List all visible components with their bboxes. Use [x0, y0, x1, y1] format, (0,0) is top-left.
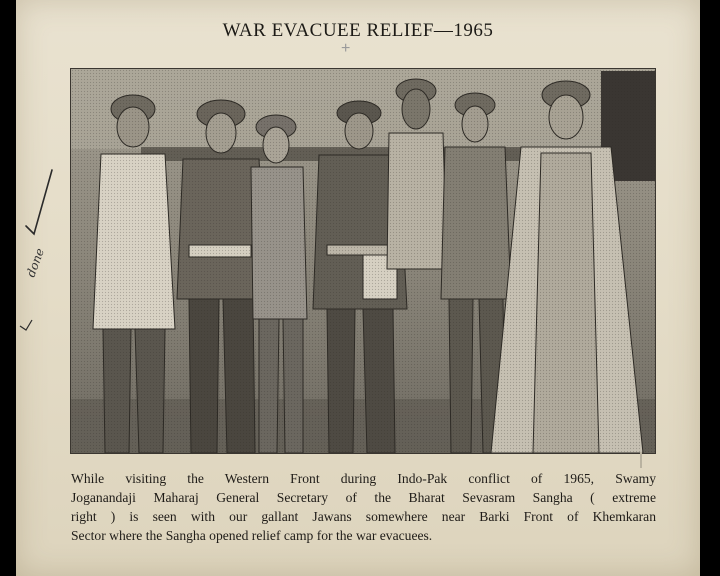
caption-line: right ) is seen with our gallant Jawans somewhere near Barki Front of Khemkaran [71, 509, 656, 524]
check-mark-icon [20, 320, 32, 330]
plus-mark-icon: + [341, 40, 351, 57]
photograph-image [71, 69, 655, 453]
document-title: WAR EVACUEE RELIEF—1965 [222, 20, 494, 41]
check-mark-icon [26, 170, 52, 234]
caption-line: While visiting the Western Front during Indo-Pak conflict of 1965, Swamy [71, 471, 656, 486]
margin-tick [640, 452, 642, 468]
handwritten-note: done [23, 246, 47, 280]
clipping-page [16, 0, 700, 576]
margin-annotations [16, 160, 72, 360]
caption-line: Sector where the Sangha opened relief camp for the war evacuees. [71, 528, 433, 543]
caption-line: Joganandaji Maharaj General Secretary of the Bharat Sevasram Sangha ( extreme [71, 490, 656, 505]
photo-caption [71, 469, 656, 545]
group-photograph [70, 68, 656, 454]
